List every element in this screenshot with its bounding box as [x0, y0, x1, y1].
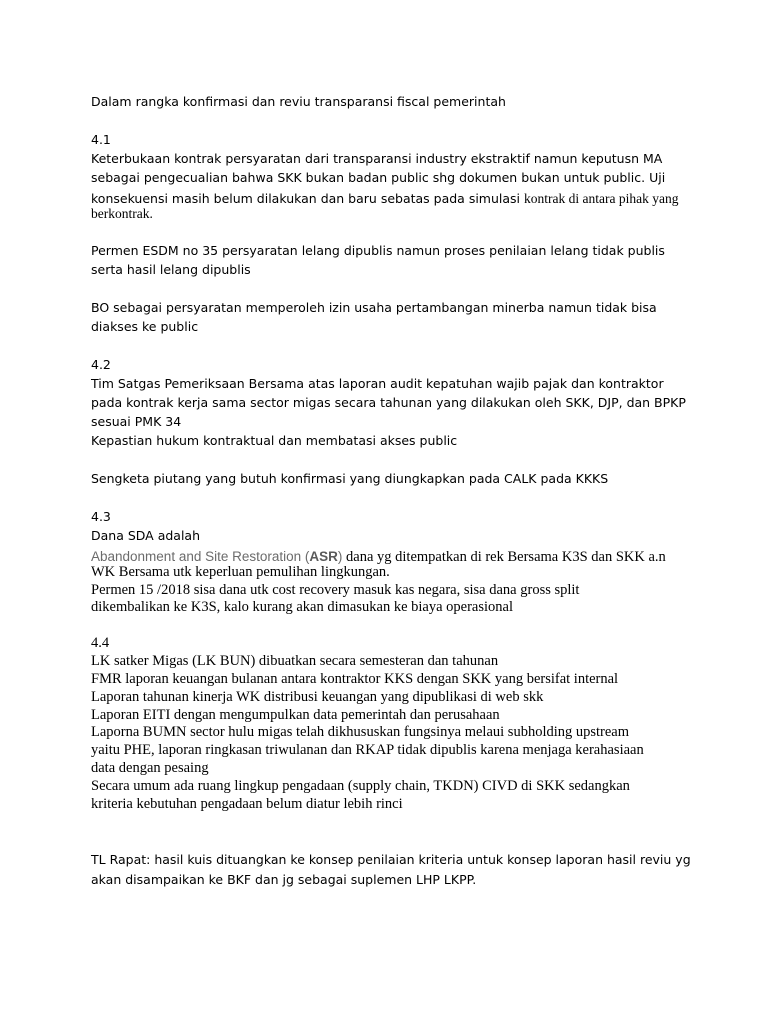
tl-rapat-text: TL Rapat: hasil kuis dituangkan ke konsep penilaian kriteria untuk konsep laporan hasil reviu yg	[91, 852, 691, 867]
section-4-1-text: diakses ke public	[91, 319, 199, 334]
section-4-1-text: Keterbukaan kontrak persyaratan dari transparansi industry ekstraktif namun keputusn MA	[91, 151, 663, 166]
section-4-4-text: data dengan pesaing	[91, 760, 209, 776]
section-4-3-heading: 4.3	[91, 509, 111, 524]
section-4-3-text: Permen 15 /2018 sisa dana utk cost recovery masuk kas negara, sisa dana gross split	[91, 582, 580, 598]
section-4-1-text: konsekuensi masih belum dilakukan dan baru sebatas pada simulasi kontrak di antara pihak yang	[91, 191, 679, 206]
section-4-4-text: LK satker Migas (LK BUN) dibuatkan secara semesteran dan tahunan	[91, 653, 499, 669]
section-4-2-heading: 4.2	[91, 357, 111, 372]
section-4-2-text: sesuai PMK 34	[91, 414, 182, 429]
section-4-4-text: Laporan EITI dengan mengumpulkan data pemerintah dan perusahaan	[91, 707, 500, 723]
section-4-3-text: Dana SDA adalah	[91, 528, 201, 543]
section-4-4-text: yaitu PHE, laporan ringkasan triwulanan dan RKAP tidak dipublis karena menjaga kerahasiaan	[91, 742, 644, 758]
section-4-3-text: dikembalikan ke K3S, kalo kurang akan dimasukan ke biaya operasional	[91, 599, 513, 615]
section-4-4-text: FMR laporan keuangan bulanan antara kontraktor KKS dengan SKK yang bersifat internal	[91, 671, 619, 687]
intro-line: Dalam rangka konfirmasi dan reviu transparansi fiscal pemerintah	[91, 94, 506, 109]
section-4-2-text: Sengketa piutang yang butuh konfirmasi yang diungkapkan pada CALK pada KKKS	[91, 471, 609, 486]
section-4-4-text: Laporna BUMN sector hulu migas telah dikhususkan fungsinya melaui subholding upstream	[91, 724, 630, 740]
section-4-4-text: kriteria kebutuhan pengadaan belum diatur lebih rinci	[91, 796, 403, 812]
section-4-1-heading: 4.1	[91, 132, 111, 147]
section-4-2-text: pada kontrak kerja sama sector migas secara tahunan yang dilakukan oleh SKK, DJP, dan BPKP	[91, 395, 686, 410]
section-4-4-text: Laporan tahunan kinerja WK distribusi keuangan yang dipublikasi di web skk	[91, 689, 544, 705]
section-4-1-text: Permen ESDM no 35 persyaratan lelang dipublis namun proses penilaian lelang tidak publis	[91, 243, 665, 258]
section-4-1-text: berkontrak.	[91, 206, 153, 221]
section-4-2-text: Kepastian hukum kontraktual dan membatasi akses public	[91, 433, 458, 448]
section-4-4-heading: 4.4	[91, 635, 110, 651]
section-4-3-text: Abandonment and Site Restoration (ASR) dana yg ditempatkan di rek Bersama K3S dan SKK a.n	[91, 549, 666, 565]
section-4-3-text: WK Bersama utk keperluan pemulihan lingkungan.	[91, 564, 390, 580]
section-4-1-text: sebagai pengecualian bahwa SKK bukan badan public shg dokumen bukan untuk public. Uji	[91, 170, 666, 185]
section-4-2-text: Tim Satgas Pemeriksaan Bersama atas laporan audit kepatuhan wajib pajak dan kontraktor	[91, 376, 664, 391]
section-4-1-text: BO sebagai persyaratan memperoleh izin usaha pertambangan minerba namun tidak bisa	[91, 300, 657, 315]
tl-rapat-text: akan disampaikan ke BKF dan jg sebagai suplemen LHP LKPP.	[91, 872, 477, 887]
section-4-1-text: serta hasil lelang dipublis	[91, 262, 251, 277]
section-4-4-text: Secara umum ada ruang lingkup pengadaan (supply chain, TKDN) CIVD di SKK sedangkan	[91, 778, 630, 794]
